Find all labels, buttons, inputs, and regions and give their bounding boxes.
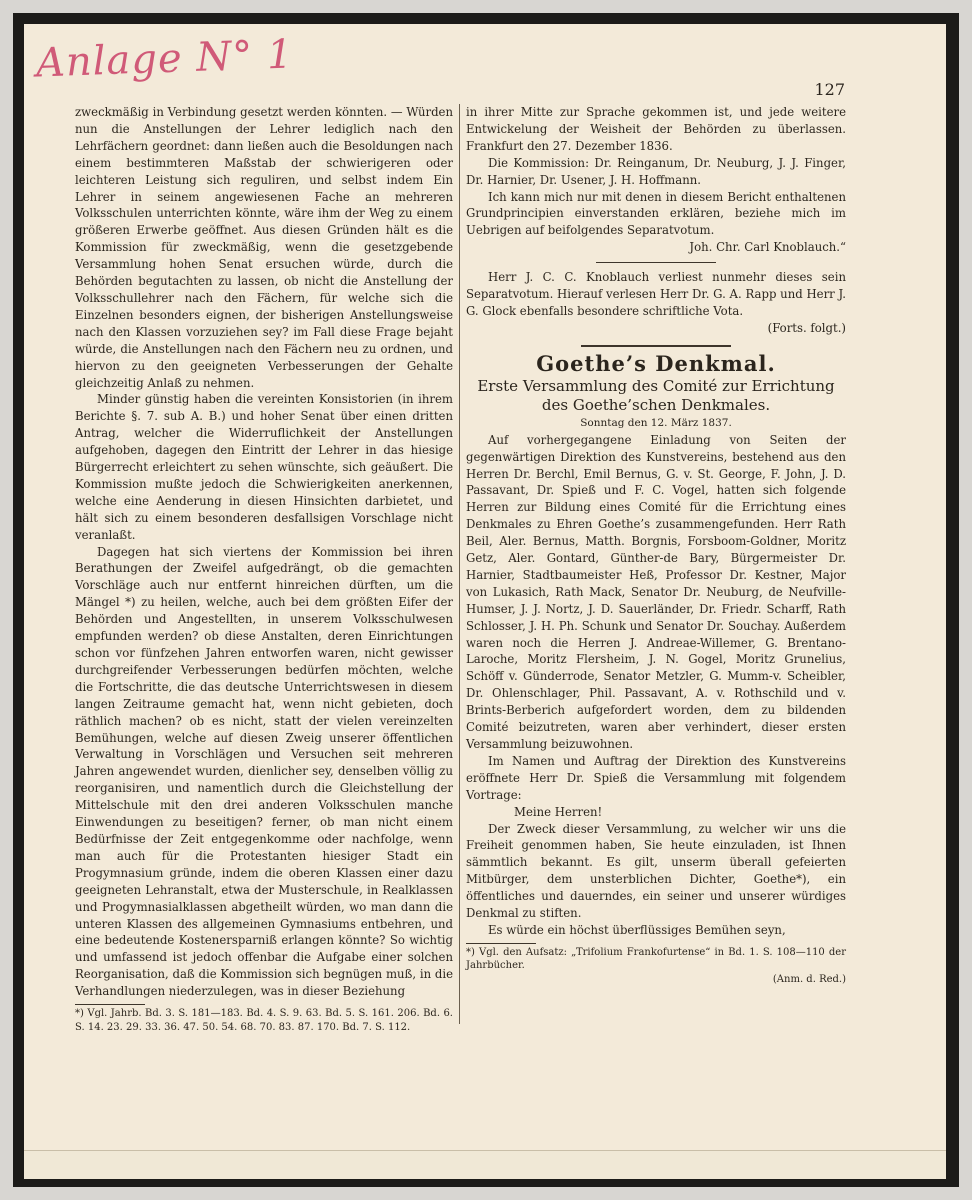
- continued-note: (Forts. folgt.): [767, 320, 846, 335]
- knoblauch-statement: Ich kann mich nur mit denen in diesem Bericht enthaltenen Grundprincipien einverstanden erklären, beziehe mich im Uebrigen auf beifolgendes Separatvotum.: [466, 189, 846, 238]
- article-paragraph-2: Im Namen und Auftrag der Direktion des Kunstvereins eröffnete Herr Dr. Spieß die Versammlung mit folgendem Vortrage:: [466, 753, 846, 802]
- left-footnote: *) Vgl. Jahrb. Bd. 3. S. 181—183. Bd. 4. S. 9. 63. Bd. 5. S. 161. 206. Bd. 6. S. 14. 23. 29. 33. 36. 47. 50. 54. 68. 70. 83. 87. 170. Bd. 7. S. 112.: [75, 1008, 453, 1033]
- page-bottom-strip: [24, 1150, 946, 1179]
- right-footnote-rule: [466, 943, 536, 944]
- separatvotum-note: Herr J. C. C. Knoblauch verliest nunmehr dieses sein Separatvotum. Hierauf verlesen Herr Dr. G. A. Rapp und Herr J. G. Glock ebenfalls besondere schriftliche Vota.: [466, 270, 846, 318]
- footnote-rule: [75, 1004, 145, 1005]
- left-paragraph-1: zweckmäßig in Verbindung gesetzt werden könnten. — Würden nun die Anstellungen der Lehrer lediglich nach den Lehrfächern geordnet: dann ließen auch die Besoldungen nach einem bestimmteren Maßstab der schwierigeren oder leichteren Leistung sich reguliren, und selbst indem Ein Lehrer in seinem angewiesenen Fache an mehreren Volksschulen unterrichten könnte, wäre ihm der Weg zu einem größeren Erwerbe geöffnet. Aus diesen Gründen hält es die Kommission für zweckmäßig, wenn die gesetzgebende Versammlung hohen Senat ersuchen würde, durch die Behörden begutachten zu lassen, ob nicht die Anstellung der Volksschullehrer nach den Fächern, für welche sich die Einzelnen besonders eignen, der bisherigen Anstellungsweise nach den Klassen vorzuziehen sey? im Fall diese Frage bejaht würde, die Anstellungen nach den Fächern neu zu ordnen, und hiervon zu den geeigneten Verbesserungen der Gehalte gleichzeitig Anlaß zu nehmen.: [75, 105, 453, 390]
- section-rule: [596, 262, 716, 263]
- handwritten-annotation: Anlage N° 1: [35, 31, 295, 87]
- article-subheading: Erste Versammlung des Comité zur Errichtung des Goethe’schen Denkmales.: [477, 376, 835, 414]
- article-heading: Goethe’s Denkmal.: [536, 350, 776, 376]
- speech-paragraph-1: Der Zweck dieser Versammlung, zu welcher wir uns die Freiheit genommen haben, Sie heute einzuladen, ist Ihnen sämmtlich bekannt. Es gilt, unserm überall gefeierten Mitbürger, dem unsterblichen Dichter, Goethe*), ein öffentliches und dauerndes, ein seiner und unserer würdiges Denkmal zu stiften.: [466, 821, 846, 921]
- left-paragraph-2: Minder günstig haben die vereinten Konsistorien (in ihrem Berichte §. 7. sub A. B.) und hoher Senat über einen dritten Antrag, welcher die Widerruflichkeit der Anstellungen aufgehoben, dagegen den Eintritt der Lehrer in das hiesige Bürgerrecht erleichtert zu sehen wünschte, sich geäußert. Die Kommission mußte jedoch die Schwierigkeiten anerkennen, welche eine Aenderung in diesen Hinsichten darbietet, und hält sich zu einem besonderen desfallsigen Vorschlage nicht veranlaßt.: [75, 392, 453, 542]
- page-number: 127: [814, 80, 845, 99]
- speech-address: Meine Herren!: [514, 804, 603, 819]
- speech-paragraph-2: Es würde ein höchst überflüssiges Bemühen seyn,: [488, 922, 786, 937]
- column-divider: [459, 104, 460, 1024]
- right-column: [466, 104, 846, 986]
- right-intro: in ihrer Mitte zur Sprache gekommen ist, und jede weitere Entwickelung der Weisheit der Behörden zu überlassen. Frankfurt den 27. Dezember 1836.: [466, 105, 846, 153]
- commission-members: Die Kommission: Dr. Reinganum, Dr. Neuburg, J. J. Finger, Dr. Harnier, Dr. Usener, J. H. Hoffmann.: [466, 155, 846, 187]
- article-paragraph-1: Auf vorhergegangene Einladung von Seiten der gegenwärtigen Direktion des Kunstvereins, bestehend aus den Herren Dr. Berchl, Emil Bernus, G. v. St. George, F. John, J. D. Passavant, Dr. Spieß und F. C. Vogel, hatten sich folgende Herren zur Bildung eines Comité für die Errichtung eines Denkmales zu Ehren Goethe’s zusammengefunden. Herr Rath Beil, Aler. Bernus, Matth. Borgnis, Forsboom-Goldner, Moritz Getz, Aler. Gontard, Günther-de Bary, Bürgermeister Dr. Harnier, Stadtbaumeister Heß, Professor Dr. Kestner, Major von Lukasich, Rath Mack, Senator Dr. Neuburg, de Neufville-Humser, J. J. Nortz, J. D. Sauerländer, Dr. Friedr. Scharff, Rath Schlosser, J. H. Ph. Schunk und Senator Dr. Souchay. Außerdem waren noch die Herren J. Andreae-Willemer, G. Brentano-Laroche, Moritz Flersheim, J. N. Gogel, Moritz Grunelius, Schöff v. Günderrode, Senator Metzler, G. Mumm-v. Scheibler, Dr. Ohlenschlager, Phil. Passavant, A. v. Rothschild und v. Brints-Berberich aufgefordert worden, dem zu bildenden Comité beizutreten, waren aber verhindert, dieser ersten Versammlung beizuwohnen.: [466, 432, 846, 751]
- right-footnote-note: (Anm. d. Red.): [772, 973, 846, 985]
- left-column: [75, 104, 453, 1034]
- article-rule: [581, 345, 731, 347]
- signature: Joh. Chr. Carl Knoblauch.“: [689, 240, 846, 255]
- article-dateline: Sonntag den 12. März 1837.: [580, 416, 732, 429]
- right-footnote: *) Vgl. den Aufsatz: „Trifolium Frankofurtense“ in Bd. 1. S. 108—110 der Jahrbücher.: [466, 946, 846, 972]
- left-paragraph-3: Dagegen hat sich viertens der Kommission bei ihren Berathungen der Zweifel aufgedrängt, ob die gemachten Vorschläge auch nur entfernt hinreichen dürften, um die Mängel *) zu heilen, welche, auch bei dem größten Eifer der Behörden und Angestellten, in unserem Volksschulwesen empfunden werden? ob diese Anstalten, deren Einrichtungen schon vor fünfzehen Jahren entworfen waren, nicht gewisser durchgreifender Verbesserungen bedürfen möchten, welche die Fortschritte, die das deutsche Unterrichtswesen in diesem langen Zeitraume gemacht hat, wenn nicht gebieten, doch räthlich machen? ob es nicht, statt der vielen vereinzelten Bemühungen, welche auf diesen Zweig unserer öffentlichen Verwaltung in Vorschlägen und Versuchen seit mehreren Jahren angewendet wurden, dienlicher sey, denselben völlig zu reorganisiren, und namentlich durch die Gleichstellung der Mittelschule mit den drei anderen Volksschulen manche Einwendungen zu beseitigen? ferner, ob man nicht einem Bedürfnisse der Zeit entgegenkomme oder nachfolge, wenn man auch für die Protestanten hiesiger Stadt ein Progymnasium gründe, indem die oberen Klassen einer dazu geeigneten Lehranstalt, etwa der Musterschule, in Realklassen und Progymnasialklassen abgetheilt würden, wo man dann die unteren Klassen des allgemeinen Gymnasiums entbehren, und eine bedeutende Kostenersparniß erlangen könnte? So wichtig und umfassend ist jedoch offenbar die Aufgabe einer solchen Reorganisation, daß die Kommission sich begnügen muß, in die Verhandlungen niederzulegen, was in dieser Beziehung: [75, 544, 453, 999]
